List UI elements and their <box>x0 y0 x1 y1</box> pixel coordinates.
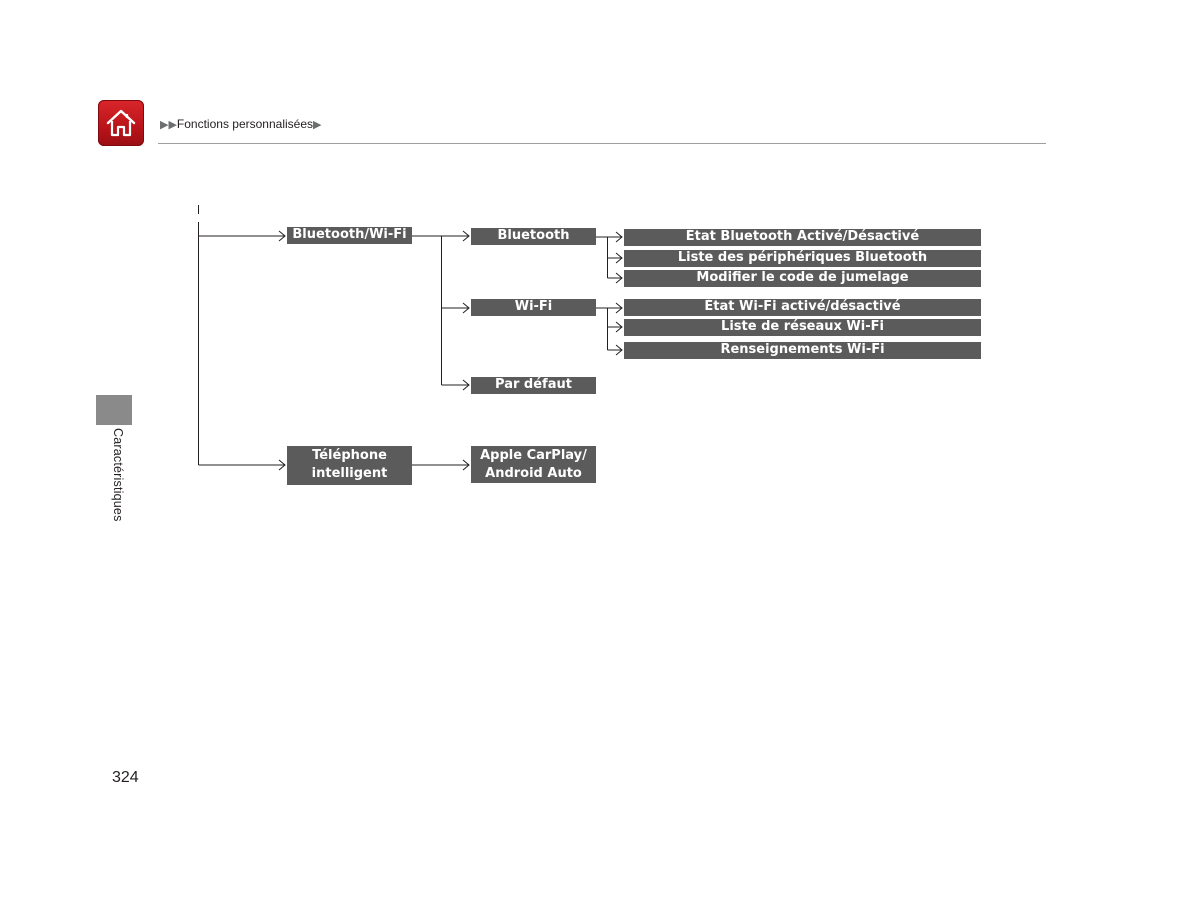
menu-bluetooth-wifi <box>287 227 412 244</box>
menu-wifi-networks <box>624 319 981 336</box>
menu-bluetooth-label: Bluetooth <box>497 228 570 243</box>
breadcrumb-arrow-end: ▶ <box>313 119 322 131</box>
menu-default <box>471 377 596 394</box>
menu-bluetooth-wifi-label: Bluetooth/Wi-Fi <box>292 227 407 242</box>
menu-bt-status-label: État Bluetooth Activé/Désactivé <box>685 229 920 244</box>
menu-bt-status <box>624 229 981 246</box>
menu-wifi-info <box>624 342 981 359</box>
menu-smartphone-line1: Téléphone <box>312 448 387 463</box>
menu-bt-pairing-label: Modifier le code de jumelage <box>696 270 909 285</box>
menu-carplay-line1: Apple CarPlay/ <box>480 448 587 463</box>
menu-default-label: Par défaut <box>495 377 572 392</box>
menu-smartphone-line2: intelligent <box>311 466 388 481</box>
menu-wifi-status <box>624 299 981 316</box>
menu-carplay-line2: Android Auto <box>485 466 582 481</box>
menu-bt-devices <box>624 250 981 267</box>
menu-wifi-status-label: État Wi-Fi activé/désactivé <box>704 299 901 314</box>
breadcrumb-link[interactable]: Fonctions personnalisées <box>176 117 313 131</box>
breadcrumb-arrows: ▶▶ <box>160 119 177 131</box>
menu-smartphone <box>287 446 412 485</box>
menu-bt-devices-label: Liste des périphériques Bluetooth <box>677 250 928 265</box>
menu-wifi-info-label: Renseignements Wi-Fi <box>720 342 885 357</box>
menu-carplay-android-auto <box>471 446 596 483</box>
section-tab-label: Caractéristiques <box>111 428 125 522</box>
menu-bluetooth <box>471 228 596 245</box>
page-number: 324 <box>112 769 139 786</box>
menu-bt-pairing <box>624 270 981 287</box>
menu-wifi-label: Wi-Fi <box>514 299 553 314</box>
menu-wifi <box>471 299 596 316</box>
menu-wifi-networks-label: Liste de réseaux Wi-Fi <box>721 319 884 334</box>
